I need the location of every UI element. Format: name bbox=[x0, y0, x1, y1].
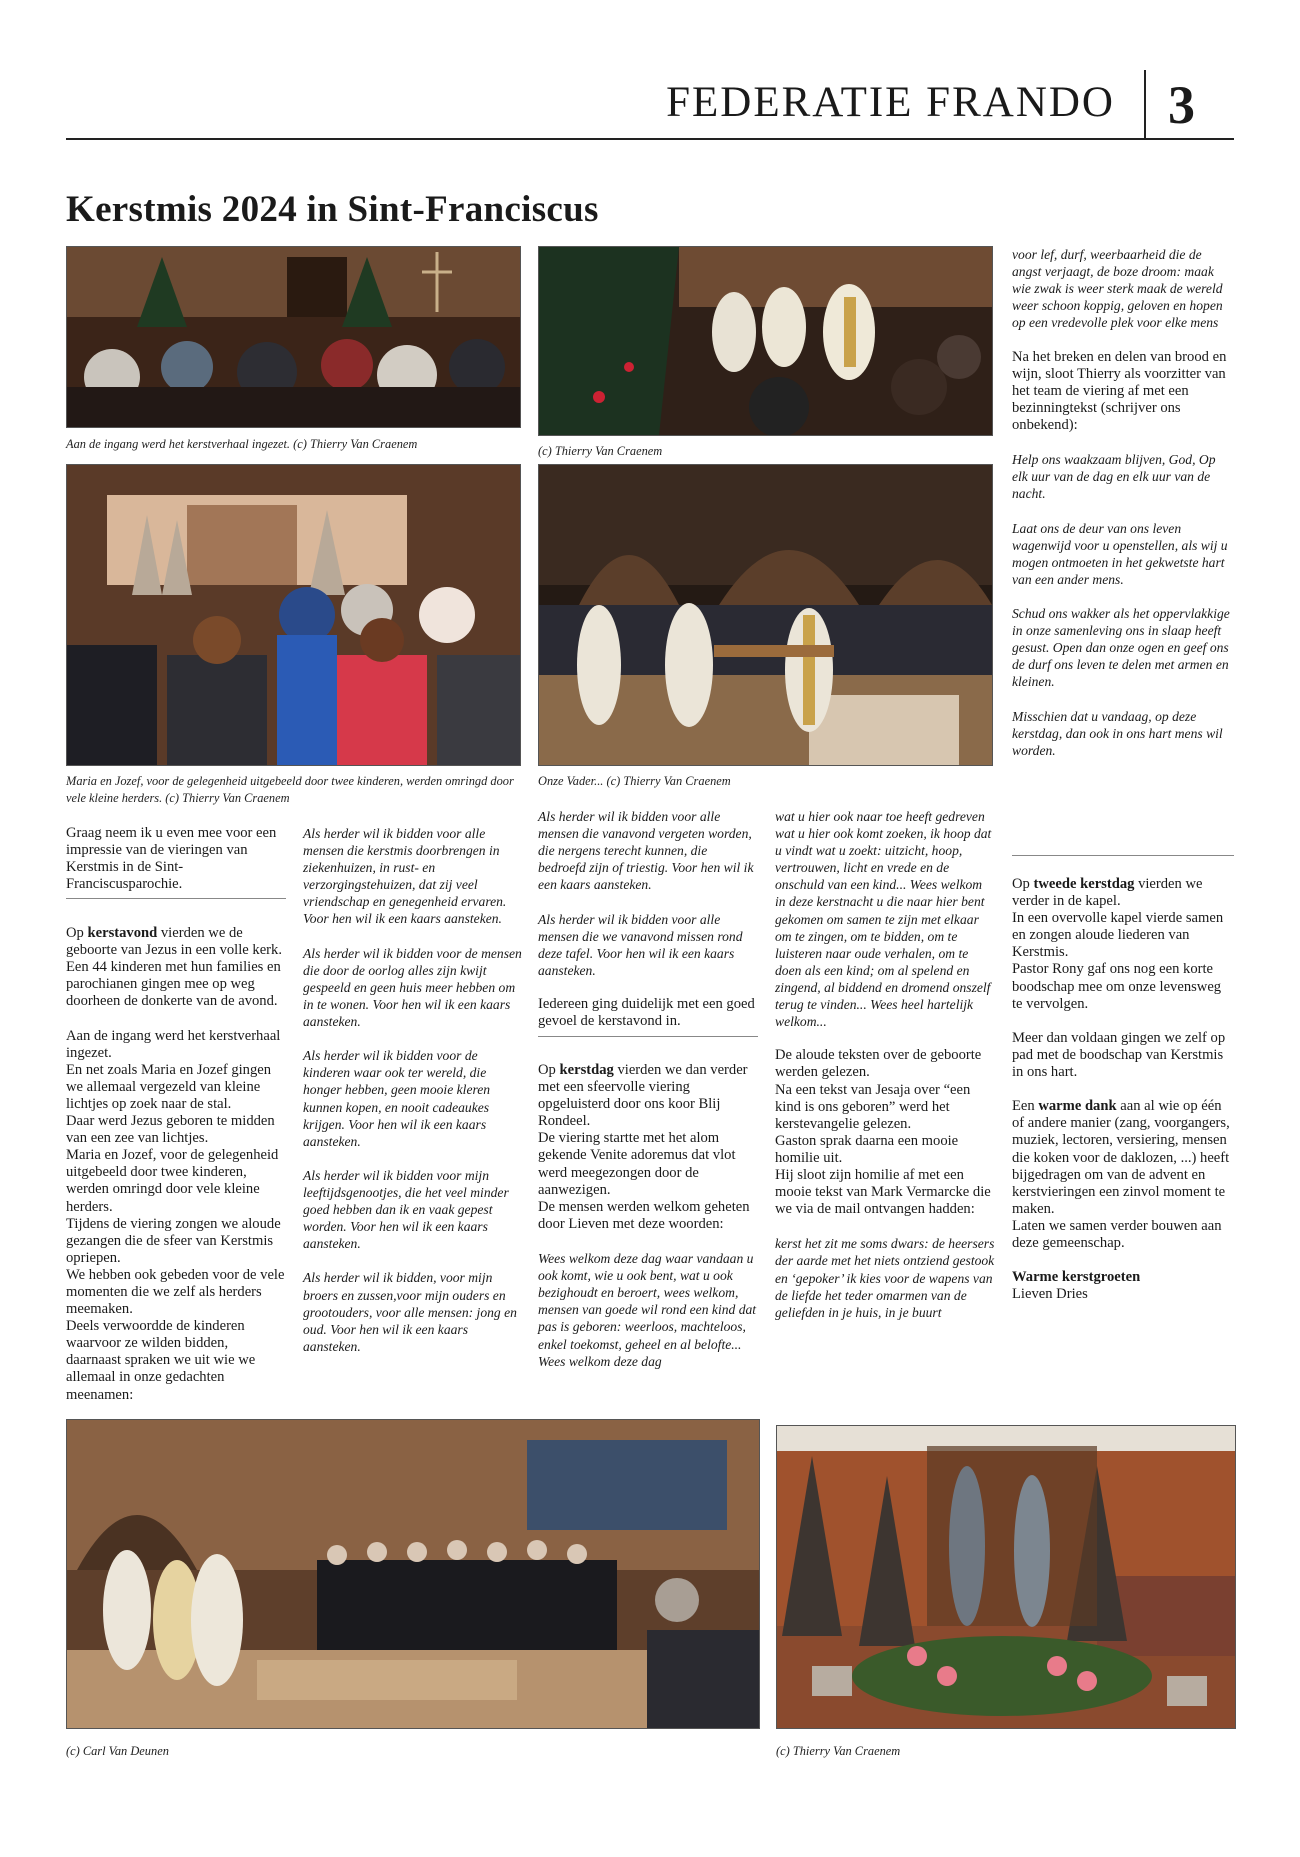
tweede-kerstdag-paragraph: Op tweede kerstdag vierden we verder in de kapel. bbox=[1012, 876, 1203, 910]
caption-photo-5: (c) Carl Van Deunen bbox=[66, 1744, 169, 1758]
paragraph: Tijdens de viering zongen we aloude gezangen die de sfeer van Kerstmis opriepen. bbox=[66, 1215, 281, 1266]
caption-photo-3: Maria en Jozef, voor de gelegenheid uitgebeeld door twee kinderen, werden omringd door vele kleine herders. (c) Thierry Van Craenem bbox=[66, 774, 514, 805]
column-3 bbox=[538, 808, 758, 1047]
column-2 bbox=[303, 825, 523, 1372]
paragraph: Na het breken en delen van brood en wijn, sloot Thierry als voorzitter van het team de viering af met een bezinningtekst (schrijver ons onbekend): bbox=[1012, 348, 1227, 433]
paragraph: Hij sloot zijn homilie af met een mooie tekst van Mark Vermarcke die we via de mail ontvangen hadden: bbox=[775, 1166, 991, 1218]
photo-entrance-crowd bbox=[66, 246, 521, 428]
prayer-stanza: Als herder wil ik bidden voor de mensen die door de oorlog alles zijn kwijt gespeeld en geen huis meer hebben om in te wonen. Voor hen wil ik een kaars aansteken. bbox=[303, 945, 522, 1030]
kerstdag-paragraph: Op kerstdag vierden we dan verder met een sfeervolle viering opgeluisterd door ons koor Blij Rondeel. bbox=[538, 1062, 748, 1130]
paragraph: Aan de ingang werd het kerstverhaal ingezet. bbox=[66, 1027, 281, 1061]
section-title: FEDERATIE FRANDO bbox=[666, 79, 1115, 126]
column-5 bbox=[1012, 246, 1234, 776]
reflection-stanza: Laat ons de deur van ons leven wagenwijd voor u openstellen, als wij u mogen ontmoeten in het gekwetste hart van een ander mens. bbox=[1012, 520, 1228, 587]
paragraph: En net zoals Maria en Jozef gingen we allemaal vergezeld van kleine lichtjes op zoek naar de stal. bbox=[66, 1061, 272, 1112]
photo-children-nativity bbox=[66, 464, 521, 766]
vermarcke-poem: kerst het zit me soms dwars: de heersers der aarde met het niets ontziend gestook en ‘gepoker’ ik kies voor de wapens van de liefde het teder omarmen van de geliefden in je huis, in je buurt bbox=[775, 1236, 995, 1320]
column-3-body bbox=[538, 1062, 758, 1387]
prayer-stanza: Als herder wil ik bidden voor alle mensen die we vanavond missen rond deze tafel. Voor hen wil ik een kaars aansteken. bbox=[538, 911, 743, 978]
column-5-rule bbox=[1012, 855, 1234, 856]
prayer-stanza: Als herder wil ik bidden voor de kinderen waar ook ter wereld, die honger hebben, geen mooie kleren kunnen kopen, en nooit cadeaukes krijgen. Voor hen wil ik een kaars aansteken. bbox=[303, 1048, 491, 1149]
paragraph: We hebben ook gebeden voor de vele momenten die we zelf als herders meemaken. bbox=[66, 1266, 285, 1318]
paragraph: De mensen werden welkom geheten door Lieven met deze woorden: bbox=[538, 1198, 750, 1232]
paragraph: In een overvolle kapel vierde samen en zongen aloude liederen van Kerstmis. bbox=[1012, 910, 1224, 961]
photo-priests-entrance bbox=[538, 246, 993, 436]
column-1-rule bbox=[66, 898, 286, 899]
prayer-stanza: Als herder wil ik bidden, voor mijn broers en zussen,voor mijn ouders en grootouders, voor alle mensen: jong en oud. Voor hen wil ik een kaars aansteken. bbox=[303, 1270, 517, 1354]
intro-paragraph: Graag neem ik u even mee voor een impressie van de vieringen van Kerstmis in de Sint-Franciscusparochie. bbox=[66, 825, 277, 893]
thanks-paragraph: Een warme dank aan al wie op één of andere manier (zang, voorgangers, muziek, lectoren, versiering, mensen die koken voor de daklozen, ...) heeft bijgedragen om van de advent en kerstvieringen een zinvol moment te maken. bbox=[1012, 1098, 1230, 1217]
prayer-stanza: Als herder wil ik bidden voor alle mensen die kerstmis doorbrengen in ziekenhuizen, in rust- en verzorgingstehuizen, dat zij veel vriendschap en genegenheid ervaren. Voor hen wil ik een kaars aansteken. bbox=[303, 826, 507, 927]
article-headline: Kerstmis 2024 in Sint-Franciscus bbox=[66, 189, 599, 230]
reflection-stanza: Schud ons wakker als het oppervlakkige in onze samenleving ons in slaap heeft gesust. Open dan onze ogen en geef ons de durf ons leven te delen met armen en kleinen. bbox=[1012, 605, 1230, 690]
paragraph: Iedereen ging duidelijk met een goed gevoel de kerstavond in. bbox=[538, 996, 755, 1030]
paragraph: De viering startte met het alom gekende Venite adoremus dat vlot werd meegezongen door de aanwezigen. bbox=[538, 1130, 736, 1198]
paragraph: Laten we samen verder bouwen aan deze gemeenschap. bbox=[1012, 1217, 1222, 1251]
paragraph: Meer dan voldaan gingen we zelf op pad met de boodschap van Kerstmis in ons hart. bbox=[1012, 1029, 1226, 1081]
photo-choir bbox=[66, 1419, 760, 1729]
column-3-rule bbox=[538, 1036, 758, 1037]
caption-photo-2: (c) Thierry Van Craenem bbox=[538, 444, 663, 458]
reflection-stanza: Help ons waakzaam blijven, God, Op elk uur van de dag en elk uur van de nacht. bbox=[1012, 452, 1216, 502]
caption-photo-1: Aan de ingang werd het kerstverhaal ingezet. (c) Thierry Van Craenem bbox=[66, 437, 418, 451]
paragraph: Na een tekst van Jesaja over “een kind is ons geboren” werd het kerstevangelie gelezen. bbox=[775, 1081, 971, 1132]
caption-photo-4: Onze Vader... (c) Thierry Van Craenem bbox=[538, 774, 731, 788]
caption-photo-6: (c) Thierry Van Craenem bbox=[776, 1744, 901, 1758]
author-name: Lieven Dries bbox=[1012, 1286, 1088, 1303]
vermarcke-poem-continued: voor lef, durf, weerbaarheid die de angst verjaagt, de boze droom: maak wie zwak is weer sterk maak de wereld weer schoon koppig, geloven en hopen op een vredevolle plek voor elke mens bbox=[1012, 247, 1223, 331]
prayer-stanza: Als herder wil ik bidden voor mijn leeftijdsgenootjes, die het veel minder goed hebben dan ik en vaak gepest worden. Voor hen wil ik een kaars aansteken. bbox=[303, 1167, 509, 1252]
paragraph: Gaston sprak daarna een mooie homilie uit. bbox=[775, 1132, 959, 1166]
paragraph: Pastor Rony gaf ons nog een korte boodschap mee om onze levensweg te vervolgen. bbox=[1012, 961, 1222, 1012]
prayer-stanza: Als herder wil ik bidden voor alle mensen die vanavond vergeten worden, die nergens terecht kunnen, die bedroefd zijn of triestig. Voor hen wil ik een kaars aansteken. bbox=[538, 809, 754, 893]
column-1-body bbox=[66, 925, 286, 1404]
paragraph: De aloude teksten over de geboorte werden gelezen. bbox=[775, 1047, 982, 1081]
signature-greeting: Warme kerstgroeten bbox=[1012, 1269, 1141, 1286]
header-divider bbox=[1144, 70, 1146, 138]
column-5-body bbox=[1012, 876, 1234, 1303]
page-number: 3 bbox=[1168, 75, 1195, 135]
photo-onze-vader bbox=[538, 464, 993, 766]
kerstavond-paragraph: Op kerstavond vierden we de geboorte van Jezus in een volle kerk. Een 44 kinderen met hun families en parochianen gingen mee op weg doorheen de donkerte van de avond. bbox=[66, 925, 282, 1010]
paragraph: Deels verwoordde de kinderen waarvoor ze wilden bidden, daarnaast spraken we uit wie we allemaal in onze gedachten meenamen: bbox=[66, 1318, 256, 1403]
welcome-poem-continued: wat u hier ook naar toe heeft gedreven wat u hier ook komt zoeken, ik hoop dat u vindt wat u zoekt: uitzicht, hoop, vertrouwen, licht en vrede en de onschuld van een kind... Wees welkom in deze kerstnacht u die naar hier bent gekomen om samen te zijn met elkaar om te zingen, om te bidden, om te luisteren naar oude verhalen, om te doen als een kind; om al spelend en zingend, al biddend en dromend onszelf terug te vinden... Wees heel hartelijk welkom... bbox=[775, 809, 992, 1030]
photo-crib-statues bbox=[776, 1425, 1236, 1729]
header-rule bbox=[66, 138, 1234, 140]
column-4 bbox=[775, 808, 995, 1338]
paragraph: Daar werd Jezus geboren te midden van een zee van lichtjes. bbox=[66, 1113, 275, 1147]
reflection-stanza: Misschien dat u vandaag, op deze kerstdag, dan ook in ons hart mens wil worden. bbox=[1012, 708, 1223, 758]
paragraph: Maria en Jozef, voor de gelegenheid uitgebeeld door twee kinderen, werden omringd door vele kleine herders. bbox=[66, 1147, 279, 1215]
welcome-poem: Wees welkom deze dag waar vandaan u ook komt, wie u ook bent, wat u ook bezighoudt en beroert, wees welkom, mensen van goede wil rond een kind dat pas is geboren: weerloos, machteloos, enkel toekomst, geheel en al belofte... Wees welkom deze dag bbox=[538, 1251, 757, 1369]
